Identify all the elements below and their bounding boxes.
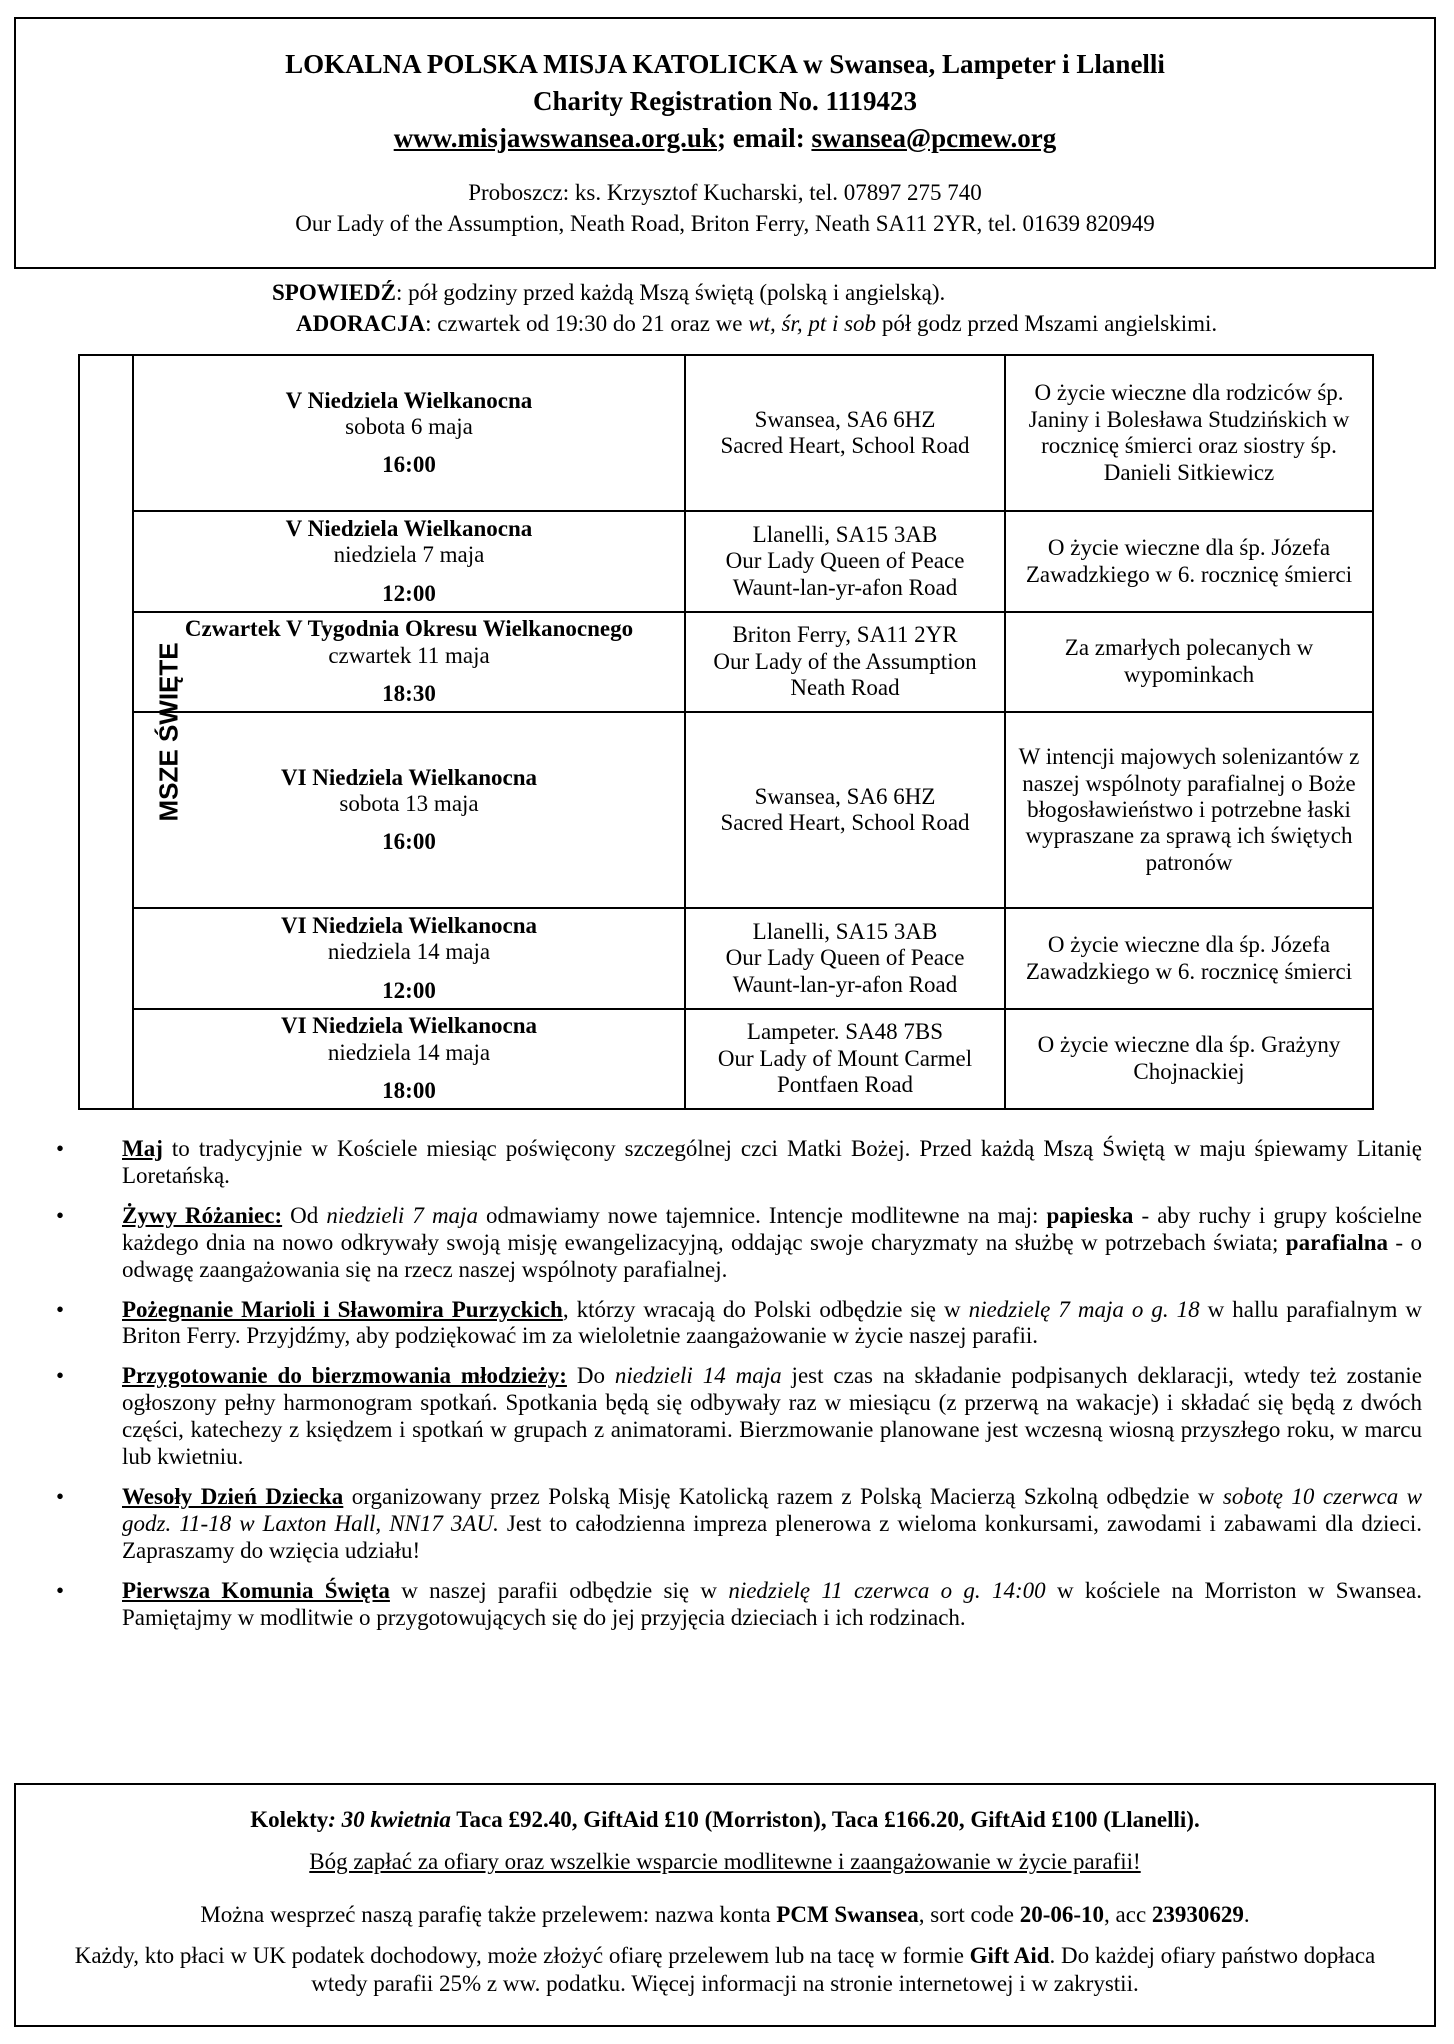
table-row — [79, 908, 1373, 1008]
mass-title: V Niedziela Wielkanocna — [285, 387, 533, 413]
list-item — [50, 1578, 1422, 1632]
list-item — [50, 1484, 1422, 1565]
table-row — [79, 355, 1373, 511]
mass-intention: Za zmarłych polecanych w wypominkach — [1064, 635, 1314, 687]
mass-title: VI Niedziela Wielkanocna — [281, 1013, 537, 1039]
mass-intention-cell — [1005, 908, 1373, 1008]
announcement-date: sobotę 10 czerwca w godz. 11-18 w Laxton Hall, NN17 3AU. — [122, 1483, 1423, 1536]
mass-place-line-3: Waunt-lan-yr-afon Road — [732, 971, 958, 997]
mission-title: LOKALNA POLSKA MISJA KATOLICKA w Swansea, Lampeter i Llanelli — [285, 49, 1165, 79]
announcement-heading: Pożegnanie Marioli i Sławomira Purzyckich — [122, 1296, 563, 1322]
mass-date: sobota 6 maja — [345, 413, 473, 439]
announcements-list — [50, 1136, 1422, 1645]
list-item — [50, 1363, 1422, 1471]
mass-date: niedziela 14 maja — [327, 1039, 491, 1065]
mass-when-cell — [133, 1009, 685, 1109]
mass-when-cell — [133, 908, 685, 1008]
mass-place-cell — [685, 1009, 1005, 1109]
announcement-heading: Wesoły Dzień Dziecka — [122, 1483, 344, 1509]
table-row — [79, 511, 1373, 611]
announcement-heading: Pierwsza Komunia Święta — [122, 1577, 390, 1603]
email-link[interactable]: swansea@pcmew.org — [811, 123, 1057, 154]
collections-amounts: Taca £92.40, GiftAid £10 (Morriston), Taca £166.20, GiftAid £100 (Llanelli). — [450, 1807, 1200, 1832]
mass-time: 12:00 — [382, 977, 436, 1003]
gift-aid-label: Gift Aid — [969, 1943, 1050, 1969]
header-box — [14, 17, 1436, 269]
transfer-text: Można wesprzeć naszą parafię także przelewem: nazwa konta — [200, 1901, 777, 1927]
confession-text: : pół godziny przed każdą Mszą świętą (polską i angielską). — [395, 280, 946, 305]
announcement-text: w kościele na Morriston w Swansea. Pamiętajmy w modlitwie o przygotowujących się do jej przyjęcia dzieciach i ich rodzinach. — [122, 1577, 1422, 1630]
mass-place-line-3: Neath Road — [790, 675, 900, 701]
masses-side-label: MSZE ŚWIĘTE — [153, 642, 184, 822]
contact-links — [16, 123, 1434, 154]
mass-intention: W intencji majowych solenizantów z naszej wspólnoty parafialnej o Boże błogosławieństwo i potrzebne łaski wypraszane za sprawą ich świętych patronów — [1018, 744, 1360, 875]
papal-intention-label: papieska — [1046, 1202, 1134, 1228]
mass-title: VI Niedziela Wielkanocna — [281, 912, 537, 938]
adoration-label: ADORACJA — [296, 311, 426, 336]
mass-title: VI Niedziela Wielkanocna — [281, 764, 537, 790]
mass-date: niedziela 7 maja — [333, 542, 485, 568]
mass-when-cell — [133, 712, 685, 909]
giftaid-text: . Do każdej ofiary państwo dopłaca wtedy parafii 25% z ww. podatku. Więcej informacji na stronie internetowej i w zakrystii. — [311, 1943, 1376, 1996]
priest-contact: Proboszcz: ks. Krzysztof Kucharski, tel. 07897 275 740 — [468, 180, 982, 206]
mass-time: 16:00 — [382, 452, 436, 478]
mass-place-line-2: Our Lady Queen of Peace — [725, 945, 965, 971]
parish-intention-label: parafialna — [1285, 1229, 1389, 1255]
mass-when-cell — [133, 612, 685, 712]
collections-label: Kolekty — [250, 1807, 329, 1832]
mass-place-cell — [685, 612, 1005, 712]
giftaid-text: Każdy, kto płaci w UK podatek dochodowy, może złożyć ofiarę przelewem lub na tacę w formie — [74, 1943, 970, 1969]
announcement-heading: Maj — [122, 1136, 163, 1161]
mass-date: niedziela 14 maja — [327, 939, 491, 965]
announcement-date: niedzielę 11 czerwca o g. 14:00 — [728, 1577, 1046, 1603]
announcement-text: odmawiamy nowe tajemnice. Intencje modlitewne na maj: — [477, 1202, 1047, 1228]
mass-place-cell — [685, 355, 1005, 511]
transfer-text: , sort code — [918, 1901, 1020, 1927]
mass-place-line-1: Lampeter. SA48 7BS — [746, 1019, 944, 1045]
mass-title: Czwartek V Tygodnia Okresu Wielkanocnego — [184, 616, 634, 642]
footer-box — [14, 1783, 1436, 2027]
email-separator: ; email: — [716, 123, 812, 154]
mass-place-cell — [685, 511, 1005, 611]
mass-time: 12:00 — [382, 580, 436, 606]
mass-intention: O życie wieczne dla śp. Józefa Zawadzkiego w 6. rocznicę śmierci — [1025, 932, 1353, 984]
thanks-line: Bóg zapłać za ofiary oraz wszelkie wsparcie modlitewne i zaangażowanie w życie parafii! — [309, 1849, 1141, 1875]
announcement-text: to tradycyjnie w Kościele miesiąc poświęcony szczególnej czci Matki Bożej. Przed każdą Mszą Świętą w maju śpiewamy Litanię Loretańską. — [122, 1136, 1422, 1188]
mass-when-cell — [133, 355, 685, 511]
mass-place-line-2: Sacred Heart, School Road — [720, 433, 970, 459]
mass-time: 18:30 — [382, 681, 436, 707]
mass-place-line-1: Llanelli, SA15 3AB — [752, 918, 938, 944]
mass-schedule-table — [78, 354, 1374, 1110]
mass-time: 18:00 — [382, 1078, 436, 1104]
account-name: PCM Swansea — [776, 1901, 919, 1927]
mass-place-line-2: Sacred Heart, School Road — [720, 810, 970, 836]
mass-intention-cell — [1005, 511, 1373, 611]
table-row — [79, 1009, 1373, 1109]
collections-date: : 30 kwietnia — [328, 1807, 451, 1832]
mass-time: 16:00 — [382, 829, 436, 855]
mass-intention: O życie wieczne dla rodziców śp. Janiny i Bolesława Studzińskich w rocznicę śmierci oraz siostry śp. Danieli Sitkiewicz — [1028, 380, 1350, 485]
church-address: Our Lady of the Assumption, Neath Road, Briton Ferry, Neath SA11 2YR, tel. 01639 820949 — [295, 210, 1155, 236]
account-number: 23930629 — [1151, 1901, 1244, 1927]
announcement-text: w naszej parafii odbędzie się w — [389, 1577, 729, 1603]
mass-place-line-1: Briton Ferry, SA11 2YR — [732, 622, 958, 648]
announcement-text: , którzy wracają do Polski odbędzie się w — [562, 1296, 969, 1322]
announcement-text: jest czas na składanie podpisanych deklaracji, wtedy też zostanie ogłoszony pełny harmonogram spotkań. Spotkania będą się odbywały raz w miesiącu (z przerwą na wakacje) i składać się będą z dwóch części, katechezy z księdzem i spotkań w grupach z animatorami. Bierzmowanie planowane jest wczesną wiosną przyszłego roku, w marcu lub kwietniu. — [122, 1363, 1422, 1470]
mass-intention-cell — [1005, 612, 1373, 712]
mass-place-cell — [685, 908, 1005, 1008]
announcement-date: niedzieli 7 maja — [326, 1202, 478, 1228]
mass-place-cell — [685, 712, 1005, 909]
gift-aid-info — [16, 1942, 1434, 1997]
announcement-date: niedzielę 7 maja o g. 18 — [968, 1296, 1200, 1322]
announcement-text: organizowany przez Polską Misję Katolicką razem z Polską Macierzą Szkolną odbędzie w — [343, 1483, 1223, 1509]
confession-label: SPOWIEDŹ — [272, 280, 396, 305]
charity-number: Charity Registration No. 1119423 — [533, 86, 917, 117]
mass-intention: O życie wieczne dla śp. Józefa Zawadzkiego w 6. rocznicę śmierci — [1025, 535, 1353, 587]
announcement-text: - aby ruchy i grupy kościelne każdego dnia na nowo odkrywały swoją misję ewangelizacyjną, oddając swoje charyzmaty na służbę w potrzebach świata; — [122, 1202, 1422, 1255]
bank-transfer-line — [16, 1902, 1434, 1928]
adoration-text-1: : czwartek od 19:30 do 21 oraz we — [425, 311, 749, 336]
list-item — [50, 1136, 1422, 1190]
side-label-cell — [79, 355, 184, 1109]
mass-place-line-1: Llanelli, SA15 3AB — [752, 521, 938, 547]
mass-place-line-2: Our Lady Queen of Peace — [725, 548, 965, 574]
mass-place-line-3: Pontfaen Road — [776, 1072, 914, 1098]
announcement-heading: Przygotowanie do bierzmowania młodzieży: — [122, 1363, 567, 1389]
mass-title: V Niedziela Wielkanocna — [285, 515, 533, 541]
mass-when-cell — [133, 511, 685, 611]
announcement-heading: Żywy Różaniec: — [122, 1202, 283, 1228]
announcement-date: niedzieli 14 maja — [614, 1363, 782, 1389]
announcement-text: Jest to całodzienna impreza plenerowa z wieloma konkursami, zawodami i zabawami dla dzieci. Zapraszamy do wzięcia udziału! — [122, 1510, 1422, 1563]
table-row — [79, 612, 1373, 712]
announcement-text: - o odwagę zaangażowania się na rzecz naszej wspólnoty parafialnej. — [122, 1229, 1422, 1282]
mass-intention-cell — [1005, 355, 1373, 511]
mass-place-line-2: Our Lady of Mount Carmel — [717, 1045, 973, 1071]
adoration-line — [296, 311, 1217, 337]
mass-place-line-2: Our Lady of the Assumption — [713, 648, 977, 674]
list-item — [50, 1297, 1422, 1351]
table-row — [79, 712, 1373, 909]
mass-place-line-1: Swansea, SA6 6HZ — [754, 406, 936, 432]
mass-date: czwartek 11 maja — [328, 642, 490, 668]
collections-line — [16, 1807, 1434, 1833]
transfer-text: . — [1243, 1901, 1250, 1927]
confession-line — [272, 280, 945, 306]
mass-place-line-1: Swansea, SA6 6HZ — [754, 783, 936, 809]
announcement-text: w hallu parafialnym w Briton Ferry. Przyjdźmy, aby podziękować im za wieloletnie zaangażowanie w życie naszej parafii. — [122, 1296, 1423, 1349]
sort-code: 20-06-10 — [1019, 1901, 1105, 1927]
mass-intention: O życie wieczne dla śp. Grażyny Chojnackiej — [1037, 1032, 1341, 1084]
transfer-text: , acc — [1104, 1901, 1152, 1927]
mass-intention-cell — [1005, 1009, 1373, 1109]
adoration-text-2: pół godz przed Mszami angielskimi. — [876, 311, 1218, 336]
mass-intention-cell — [1005, 712, 1373, 909]
adoration-days: wt, śr, pt i sob — [748, 311, 877, 336]
website-link[interactable]: www.misjawswansea.org.uk — [393, 123, 717, 154]
mass-date: sobota 13 maja — [339, 790, 479, 816]
mass-place-line-3: Waunt-lan-yr-afon Road — [732, 574, 958, 600]
announcement-text: Do — [566, 1363, 615, 1389]
announcement-text: Od — [282, 1202, 327, 1228]
list-item — [50, 1203, 1422, 1284]
